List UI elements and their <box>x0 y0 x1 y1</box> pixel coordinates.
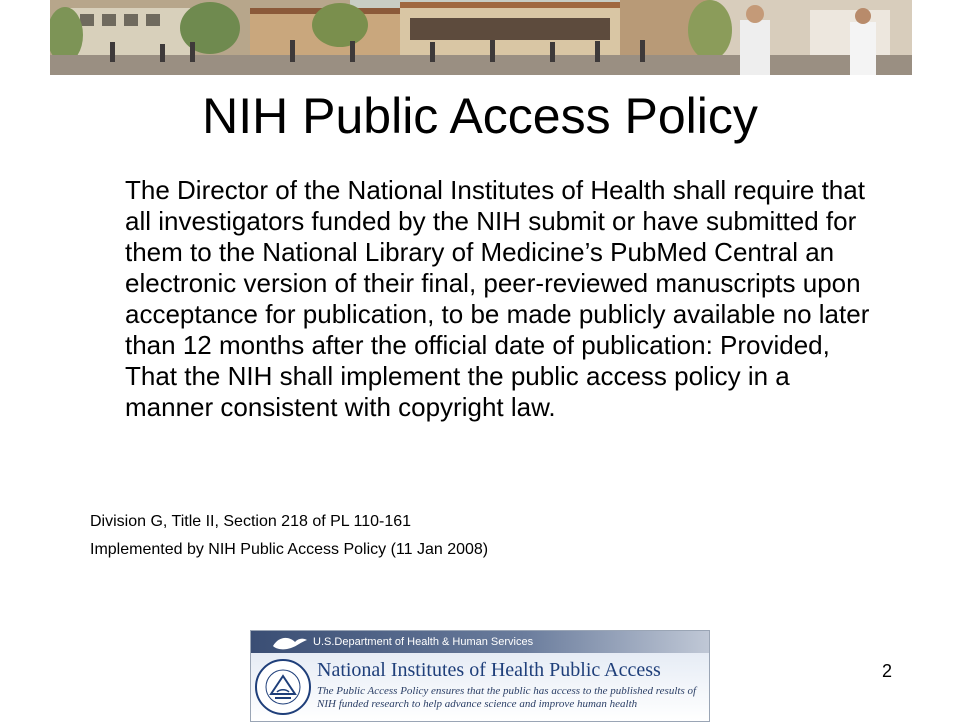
logo-main-panel <box>251 653 709 721</box>
campus-illustration <box>50 0 912 75</box>
logo-title: National Institutes of Health Public Access <box>317 659 661 681</box>
page-number: 2 <box>882 661 893 681</box>
logo-subtitle: The Public Access Policy ensures that the public has access to the published results of NIH funded research to help advance science and improve human health <box>317 685 697 710</box>
campus-banner-image <box>50 0 912 75</box>
slide-title: NIH Public Access Policy <box>202 88 758 144</box>
policy-quote-text: The Director of the National Institutes of Health shall require that all investigators funded by the NIH submit or have submitted for them to the National Library of Medicine’s PubMed Central an electronic version of their final, peer-reviewed manuscripts upon acceptance for publication, to be made publicly available no later than 12 months after the official date of publication: Provided, That the NIH shall implement the public access policy in a manner consistent with copyright law. <box>125 175 870 422</box>
citation-implementation: Implemented by NIH Public Access Policy (11 Jan 2008) <box>90 541 489 558</box>
nih-seal-icon <box>253 654 313 720</box>
hhs-header-bar <box>251 631 709 653</box>
citation-statute: Division G, Title II, Section 218 of PL 110-161 <box>90 513 412 530</box>
hhs-eagle-icon <box>269 632 309 652</box>
hhs-label: U.S.Department of Health & Human Services <box>313 636 534 648</box>
nih-public-access-logo <box>250 630 710 722</box>
